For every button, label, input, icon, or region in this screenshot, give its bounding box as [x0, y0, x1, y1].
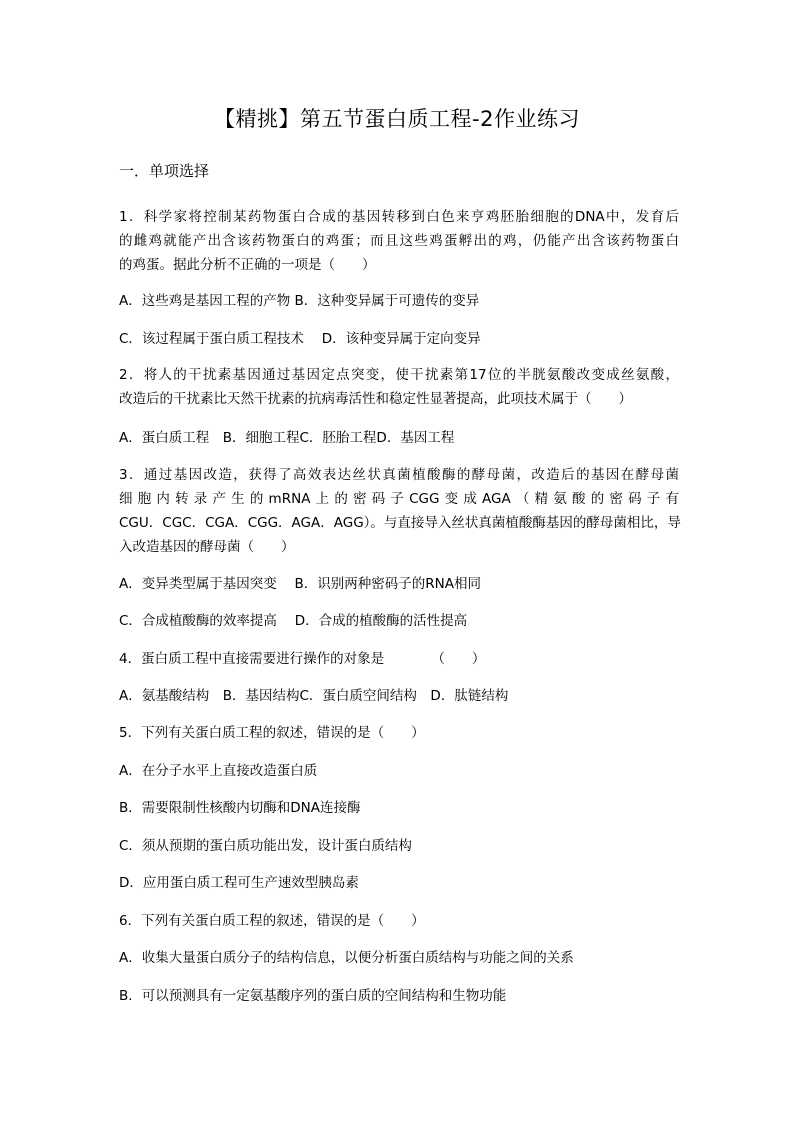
question-3-options-ab: A．变异类型属于基因突变 B．识别两种密码子的RNA相同	[119, 576, 482, 592]
question-6-option-a: A．收集大量蛋白质分子的结构信息，以便分析蛋白质结构与功能之间的关系	[119, 950, 574, 966]
question-1-line-1: 1．科学家将控制某药物蛋白合成的基因转移到白色来亨鸡胚胎细胞的DNA中，发育后	[119, 209, 679, 225]
question-2-line-2: 改造后的干扰素比天然干扰素的抗病毒活性和稳定性显著提高，此项技术属于（ ）	[119, 391, 632, 407]
question-3-line-1: 3．通过基因改造，获得了高效表达丝状真菌植酸酶的酵母菌，改造后的基因在酵母菌	[119, 467, 679, 483]
section-heading: 一．单项选择	[119, 162, 210, 180]
question-5-option-d: D．应用蛋白质工程可生产速效型胰岛素	[119, 875, 359, 891]
question-5-option-b: B．需要限制性核酸内切酶和DNA连接酶	[119, 800, 361, 816]
question-1-line-2: 的雌鸡就能产出含该药物蛋白的鸡蛋；而且这些鸡蛋孵出的鸡，仍能产出含该药物蛋白	[119, 233, 679, 249]
question-3-line-3: CGU．CGC．CGA．CGG．AGA．AGG）。与直接导入丝状真菌植酸酶基因的酵母菌相比，导	[119, 515, 681, 531]
question-3-line-4: 入改造基因的酵母菌（ ）	[119, 539, 295, 555]
question-5-stem: 5．下列有关蛋白质工程的叙述，错误的是（ ）	[119, 725, 425, 741]
question-1-options-ab: A．这些鸡是基因工程的产物 B．这种变异属于可遗传的变异	[119, 293, 480, 309]
question-6-option-b: B．可以预测具有一定氨基酸序列的蛋白质的空间结构和生物功能	[119, 988, 507, 1004]
question-2-options: A．蛋白质工程 B．细胞工程C．胚胎工程D．基因工程	[119, 430, 455, 446]
question-1-line-3: 的鸡蛋。据此分析不正确的一项是（ ）	[119, 257, 376, 273]
question-1-options-cd: C．该过程属于蛋白质工程技术 D．该种变异属于定向变异	[119, 331, 481, 347]
question-2-line-1: 2．将人的干扰素基因通过基因定点突变，使干扰素第17位的半胱氨酸改变成丝氨酸，	[119, 367, 679, 383]
question-5-option-c: C．须从预期的蛋白质功能出发，设计蛋白质结构	[119, 838, 412, 854]
question-3-options-cd: C．合成植酸酶的效率提高 D．合成的植酸酶的活性提高	[119, 613, 468, 629]
question-3-line-2: 细胞内转录产生的mRNA上的密码子CGG变成AGA（精氨酸的密码子有	[119, 491, 679, 507]
page-title: 【精挑】第五节蛋白质工程-2作业练习	[214, 107, 580, 131]
question-6-stem: 6．下列有关蛋白质工程的叙述，错误的是（ ）	[119, 913, 425, 929]
question-4-options: A．氨基酸结构 B．基因结构C．蛋白质空间结构 D．肽链结构	[119, 688, 509, 704]
question-5-option-a: A．在分子水平上直接改造蛋白质	[119, 763, 318, 779]
question-4-stem: 4．蛋白质工程中直接需要进行操作的对象是 （ ）	[119, 651, 486, 667]
